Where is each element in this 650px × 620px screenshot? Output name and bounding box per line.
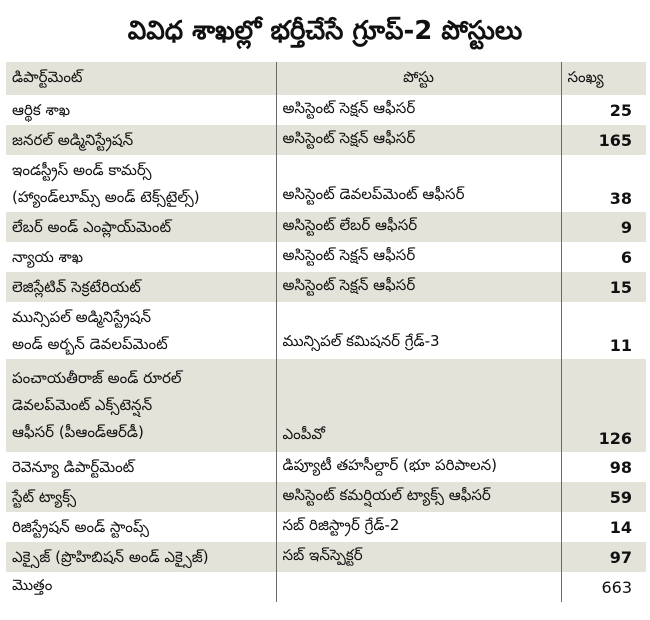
department-line: లెజిస్లేటివ్‌ సెక్రటేరియట్‌ (12, 277, 141, 296)
cell-department (6, 212, 276, 242)
department-line: స్టేట్‌ ట్యాక్స్‌ (12, 487, 77, 506)
cell-post: మున్సిపల్‌ కమిషనర్‌ గ్రేడ్‌-3 (276, 302, 561, 359)
cell-count: 6 (620, 247, 632, 267)
table-row (6, 542, 646, 572)
cell-department (6, 95, 276, 125)
cell-count: 11 (609, 336, 632, 355)
cell-department (6, 512, 276, 542)
cell-post: అసిస్టెంట్‌ సెక్షన్‌ ఆఫీసర్‌ (276, 125, 561, 155)
cell-count: 98 (609, 457, 632, 477)
table-row (6, 302, 646, 359)
department-line: ఇండస్ట్రీస్‌ అండ్‌ కామర్స్‌ (12, 160, 152, 179)
cell-post: అసిస్టెంట్‌ లేబర్‌ ఆఫీసర్‌ (276, 212, 561, 242)
cell-department (6, 359, 276, 452)
cell-post: డిప్యూటీ తహసీల్దార్‌ (భూ పరిపాలన) (276, 452, 561, 482)
page-title: వివిధ శాఖల్లో భర్తీచేసే గ్రూప్‌-2 పోస్టులు (127, 16, 523, 46)
department-line: అండ్‌ అర్బన్‌ డెవలప్‌మెంట్‌ (12, 334, 168, 353)
total-count: 663 (601, 577, 632, 597)
department-line: ఎక్సైజ్‌ (ప్రొహిబిషన్‌ అండ్‌ ఎక్సైజ్‌) (12, 547, 209, 566)
table-body (6, 95, 646, 602)
cell-count: 97 (609, 547, 632, 567)
table-row (6, 242, 646, 272)
table-row (6, 512, 646, 542)
header-count: సంఖ్య (567, 67, 604, 86)
department-line: మున్సిపల్‌ అడ్మినిస్ట్రేషన్‌ (12, 307, 152, 326)
header-department: డిపార్ట్‌మెంట్‌ (6, 62, 276, 95)
department-line: ఆర్థిక శాఖ (12, 100, 71, 119)
header-post: పోస్టు (276, 62, 561, 95)
department-line: రెవెన్యూ డిపార్ట్‌మెంట్‌ (12, 457, 135, 476)
cell-post: సబ్‌ ఇన్‌స్పెక్టర్‌ (276, 542, 561, 572)
cell-count: 38 (609, 189, 632, 208)
department-line: (హ్యాండ్‌లూమ్స్‌ అండ్‌ టెక్స్‌టైల్స్‌) (12, 187, 200, 206)
table-row (6, 212, 646, 242)
department-line: న్యాయ శాఖ (12, 247, 84, 266)
cell-department (6, 302, 276, 359)
cell-post: ఎంపీవో (276, 359, 561, 452)
cell-post: అసిస్టెంట్‌ కమర్షియల్‌ ట్యాక్స్‌ ఆఫీసర్‌ (276, 482, 561, 512)
cell-post: సబ్‌ రిజిస్ట్రార్‌ గ్రేడ్‌-2 (276, 512, 561, 542)
cell-count: 9 (620, 217, 632, 237)
total-label: మొత్తం (6, 572, 276, 602)
department-line: రిజిస్ట్రేషన్‌ అండ్‌ స్టాంప్స్‌ (12, 517, 149, 536)
department-line: డెవలప్‌మెంట్‌ ఎక్స్‌టెన్షన్‌ (12, 396, 153, 414)
total-empty-cell (276, 572, 561, 602)
cell-department (6, 542, 276, 572)
cell-count: 25 (609, 100, 632, 120)
cell-post: అసిస్టెంట్‌ డెవలప్‌మెంట్‌ ఆఫీసర్‌ (276, 155, 561, 212)
cell-count: 165 (598, 130, 632, 150)
cell-post: అసిస్టెంట్‌ సెక్షన్‌ ఆఫీసర్‌ (276, 242, 561, 272)
cell-department (6, 155, 276, 212)
cell-department (6, 272, 276, 302)
cell-count: 15 (609, 277, 632, 297)
cell-post: అసిస్టెంట్‌ సెక్షన్‌ ఆఫీసర్‌ (276, 272, 561, 302)
department-line: ఆఫీసర్‌ (పీఆండ్‌ఆర్‌డీ) (12, 423, 144, 441)
cell-count: 59 (609, 487, 632, 507)
cell-department (6, 125, 276, 155)
table-row (6, 452, 646, 482)
posts-table (6, 62, 646, 602)
table-row (6, 155, 646, 212)
table-row (6, 272, 646, 302)
department-line: పంచాయతీరాజ్‌ అండ్‌ రూరల్‌ (12, 369, 182, 387)
department-line: లేబర్‌ అండ్‌ ఎంప్లాయ్‌మెంట్‌ (12, 217, 172, 236)
table-row (6, 359, 646, 452)
table-row (6, 125, 646, 155)
total-row (6, 572, 646, 602)
cell-post: అసిస్టెంట్‌ సెక్షన్‌ ఆఫీసర్‌ (276, 95, 561, 125)
department-line: జనరల్‌ అడ్మినిస్ట్రేషన్‌ (12, 130, 134, 149)
cell-department (6, 452, 276, 482)
cell-department (6, 482, 276, 512)
cell-department (6, 242, 276, 272)
cell-count: 126 (598, 429, 632, 448)
table-header-row (6, 62, 646, 95)
table-row (6, 482, 646, 512)
table-row (6, 95, 646, 125)
cell-count: 14 (609, 517, 632, 537)
